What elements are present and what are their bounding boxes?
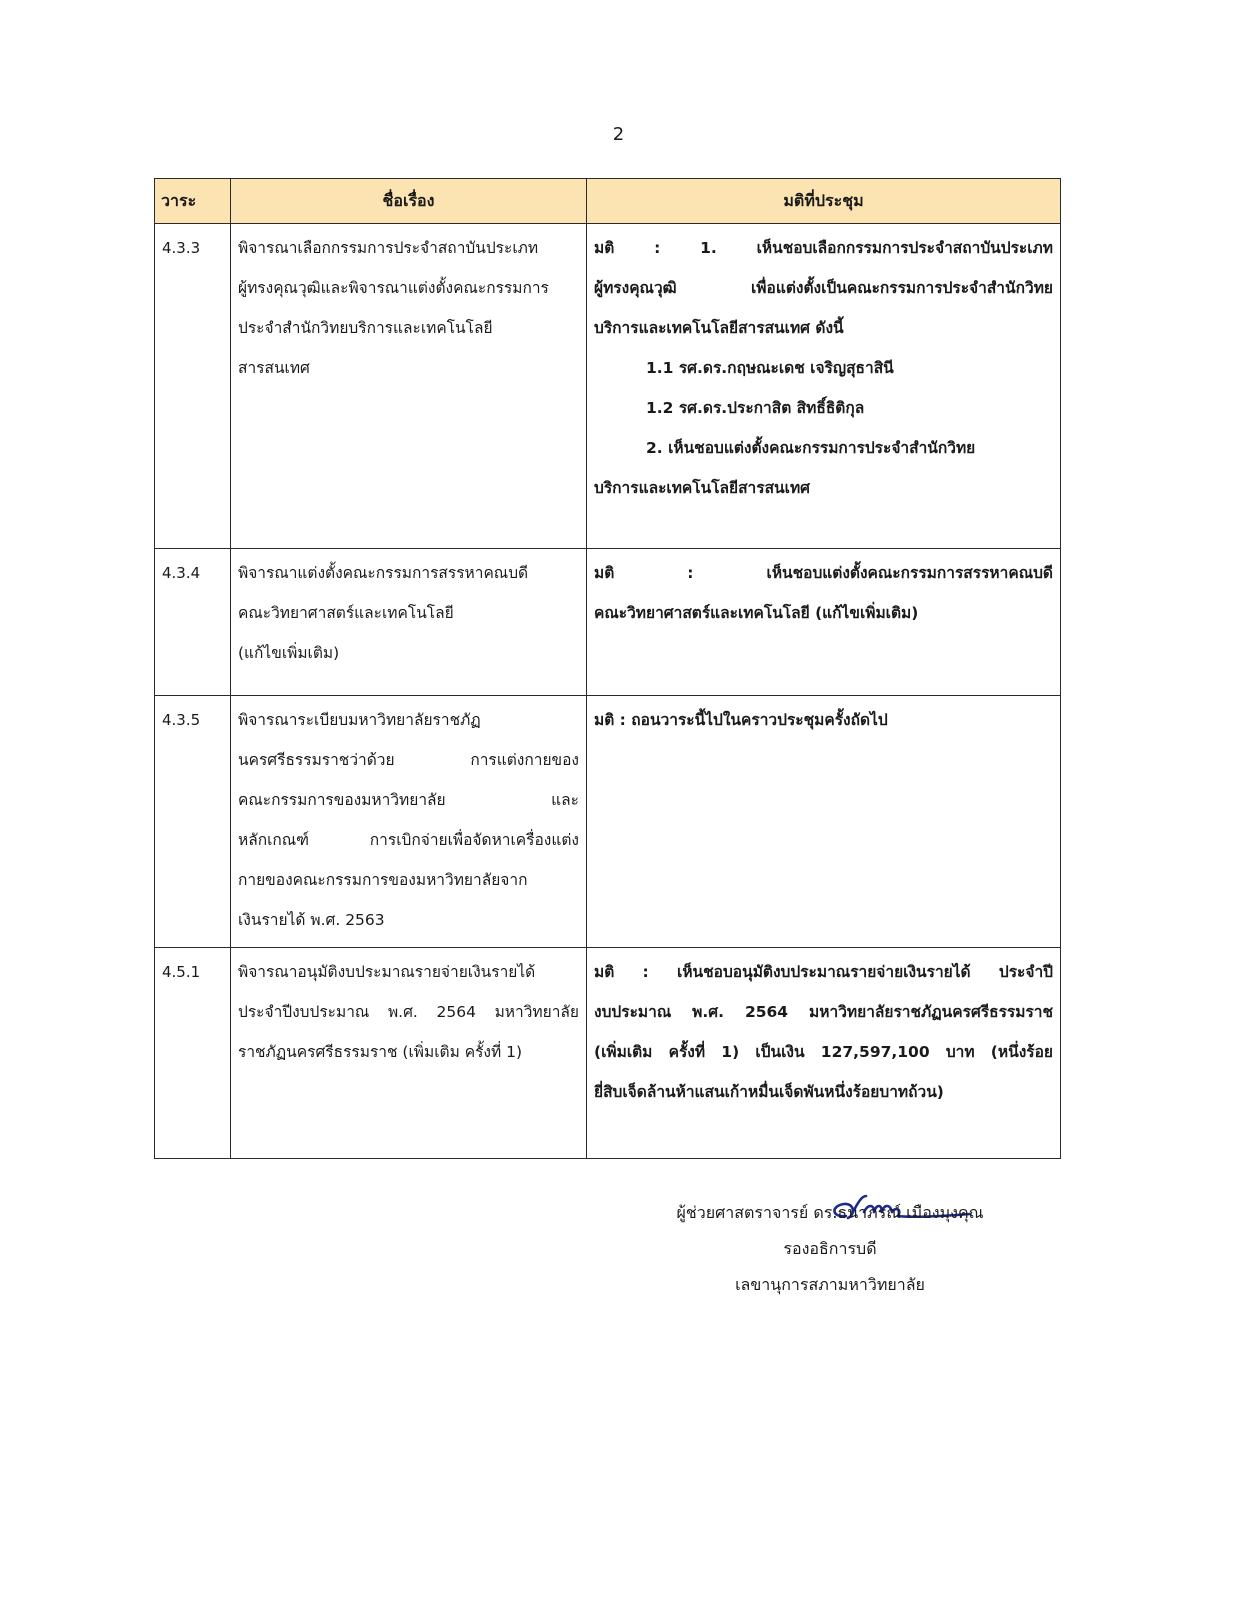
subject-cell [231, 549, 587, 696]
subject-line: หลักเกณฑ์ การเบิกจ่ายเพื่อจัดหาเครื่องแต่ง [238, 831, 579, 849]
resolution-line: บริการและเทคโนโลยีสารสนเทศ ดังนี้ [594, 319, 844, 337]
subject-line: พิจารณาระเบียบมหาวิทยาลัยราชภัฏ [238, 711, 481, 729]
agenda-number: 4.5.1 [155, 948, 231, 1159]
resolution-cell [587, 224, 1061, 549]
subject-line: กายของคณะกรรมการของมหาวิทยาลัยจาก [238, 871, 528, 889]
resolution-line: 1.1 รศ.ดร.กฤษณะเดช เจริญสุธาสินี [646, 359, 894, 377]
table-row [155, 948, 1061, 1159]
subject-line: พิจารณาแต่งตั้งคณะกรรมการสรรหาคณบดี [238, 564, 529, 582]
resolution-line: มติ : เห็นชอบแต่งตั้งคณะกรรมการสรรหาคณบดี [594, 564, 1053, 582]
resolution-line: มติ : เห็นชอบอนุมัติงบประมาณรายจ่ายเงินรายได้ ประจำปี [594, 963, 1053, 981]
agenda-number: 4.3.5 [155, 696, 231, 948]
subject-line: ประจำปีงบประมาณ พ.ศ. 2564 มหาวิทยาลัย [238, 1003, 579, 1021]
resolution-line: งบประมาณ พ.ศ. 2564 มหาวิทยาลัยราชภัฏนครศรีธรรมราช [594, 1003, 1053, 1021]
subject-cell [231, 948, 587, 1159]
resolution-line: มติ : 1. เห็นชอบเลือกกรรมการประจำสถาบันประเภท [594, 239, 1053, 257]
signature-block [610, 1195, 1050, 1303]
signatory-position: รองอธิการบดี [783, 1239, 877, 1258]
subject-line: นครศรีธรรมราชว่าด้วย การแต่งกายของ [238, 751, 579, 769]
table-row [155, 224, 1061, 549]
resolution-line: บริการและเทคโนโลยีสารสนเทศ [594, 479, 811, 497]
signatory-title: เลขานุการสภามหาวิทยาลัย [735, 1275, 925, 1294]
resolution-line: คณะวิทยาศาสตร์และเทคโนโลยี (แก้ไขเพิ่มเติม) [594, 604, 919, 622]
agenda-number: 4.3.3 [155, 224, 231, 549]
resolution-cell [587, 948, 1061, 1159]
subject-line: สารสนเทศ [238, 359, 310, 377]
resolution-line: ยี่สิบเจ็ดล้านห้าแสนเก้าหมื่นเจ็ดพันหนึ่งร้อยบาทถ้วน) [594, 1083, 944, 1101]
minutes-table [154, 178, 1061, 1159]
signatory-name: ผู้ช่วยศาสตราจารย์ ดร.ธนาภรณ์ เมืองมุงคุณ [676, 1203, 984, 1222]
subject-line: คณะกรรมการของมหาวิทยาลัย และ [238, 791, 579, 809]
table-row [155, 549, 1061, 696]
resolution-line: 2. เห็นชอบแต่งตั้งคณะกรรมการประจำสำนักวิทย [646, 439, 976, 457]
subject-line: ประจำสำนักวิทยบริการและเทคโนโลยี [238, 319, 493, 337]
table-row [155, 696, 1061, 948]
header-subject: ชื่อเรื่อง [231, 179, 587, 224]
subject-line: เงินรายได้ พ.ศ. 2563 [238, 911, 385, 929]
subject-cell [231, 696, 587, 948]
subject-line: พิจารณาเลือกกรรมการประจำสถาบันประเภท [238, 239, 539, 257]
subject-line: ผู้ทรงคุณวุฒิและพิจารณาแต่งตั้งคณะกรรมการ [238, 279, 549, 297]
header-resolution: มติที่ประชุม [587, 179, 1061, 224]
resolution-cell [587, 696, 1061, 948]
page-number: 2 [612, 124, 625, 145]
resolution-line: มติ : ถอนวาระนี้ไปในคราวประชุมครั้งถัดไป [594, 711, 888, 729]
resolution-line: 1.2 รศ.ดร.ประกาสิต สิทธิ์ธิติกุล [646, 399, 865, 417]
header-agenda: วาระ [155, 179, 231, 224]
resolution-line: (เพิ่มเติม ครั้งที่ 1) เป็นเงิน 127,597,100 บาท (หนึ่งร้อย [594, 1043, 1053, 1061]
subject-line: ราชภัฏนครศรีธรรมราช (เพิ่มเติม ครั้งที่ 1) [238, 1043, 523, 1061]
subject-line: คณะวิทยาศาสตร์และเทคโนโลยี [238, 604, 454, 622]
resolution-line: ผู้ทรงคุณวุฒิ เพื่อแต่งตั้งเป็นคณะกรรมการประจำสำนักวิทย [594, 279, 1053, 297]
resolution-cell [587, 549, 1061, 696]
subject-cell [231, 224, 587, 549]
agenda-number: 4.3.4 [155, 549, 231, 696]
subject-line: พิจารณาอนุมัติงบประมาณรายจ่ายเงินรายได้ [238, 963, 536, 981]
subject-line: (แก้ไขเพิ่มเติม) [238, 644, 340, 662]
table-header-row [155, 179, 1061, 224]
